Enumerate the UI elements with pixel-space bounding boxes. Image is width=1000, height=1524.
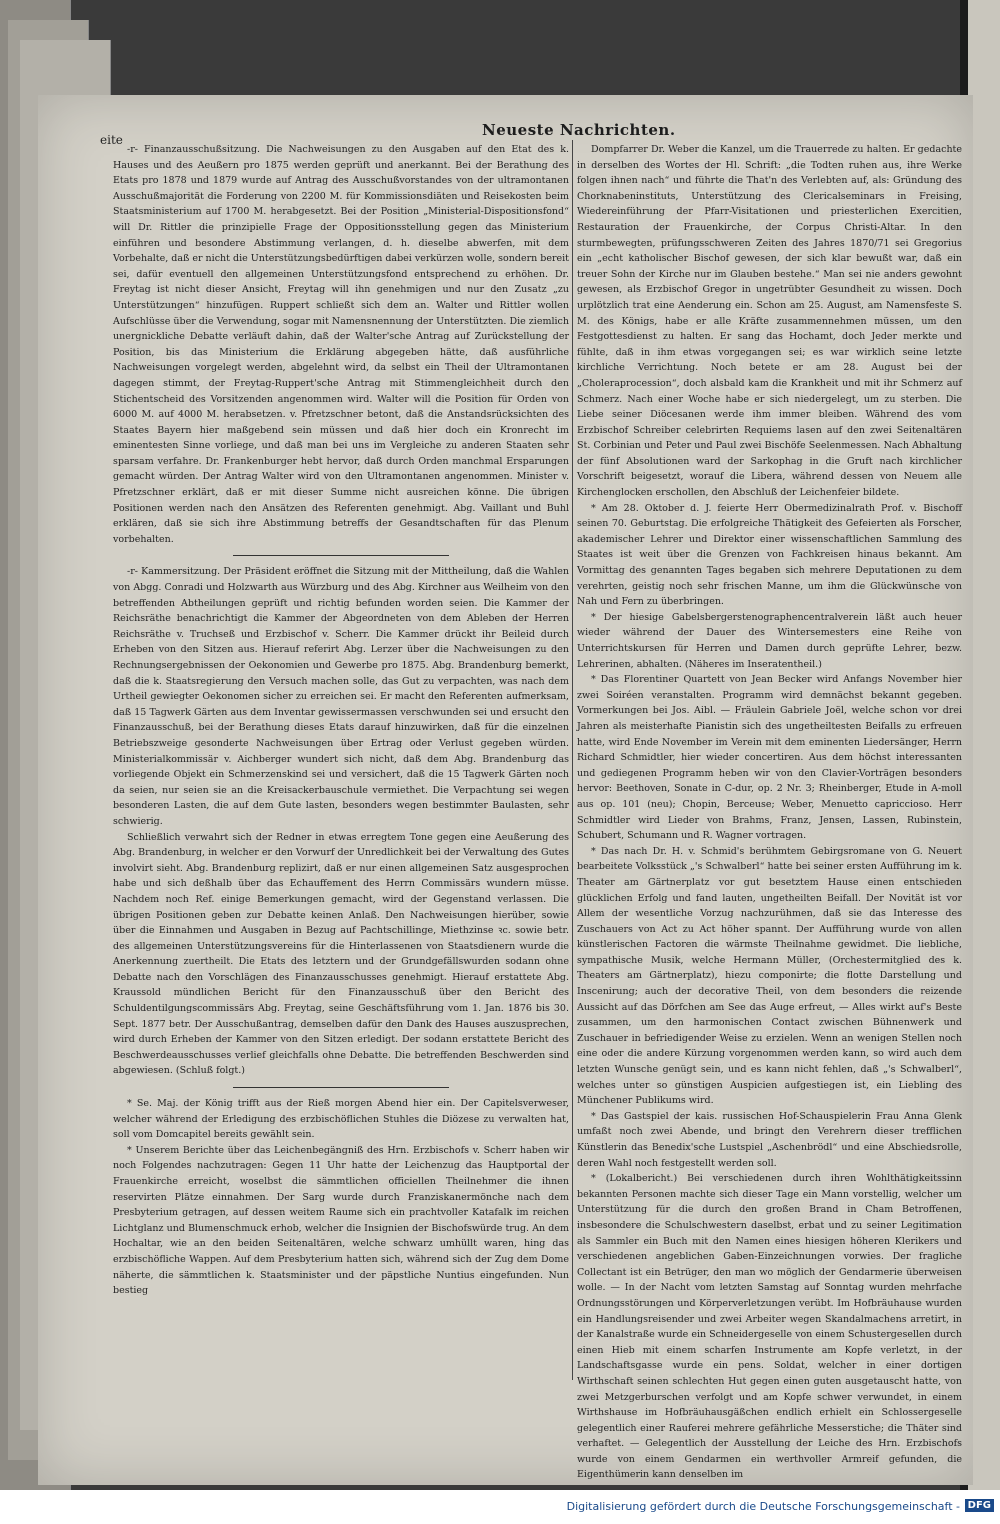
footer-credit[interactable]: Digitalisierung gefördert durch die Deutsche Forschungsgemeinschaft - xyxy=(566,1500,960,1513)
section-divider xyxy=(233,555,449,556)
left-column xyxy=(113,142,569,1377)
article-kammersitzung-cont: Schließlich verwahrt sich der Redner in etwas erregtem Tone gegen eine Aeußerung des Abg. Brandenburg, in welcher er den Vorwurf der Unredlichkeit bei der Verwaltung des Gutes involvirt sieht. Abg. Brandenburg replizirt, daß er nur einen allgemeinen Satz ausgesprochen habe und sich deßhalb über das Echauffement des Herrn Commissärs wundern müsse. Nachdem noch Ref. einige Bemerkungen gemacht, wird der Gegenstand verlassen. Die übrigen Positionen geben zur Debatte keinen Anlaß. Den Nachweisungen hierüber, sowie über die Einnahmen und Ausgaben in Bezug auf Pachtschillinge, Miethzinse ꝛc. sowie betr. des allgemeinen Unterstützungsvereins für die Hinterlassenen von Staatsdienern wurde die Anerkennung zuertheilt. Die Etats des letztern und der Grundgefällswurden sodann ohne Debatte nach den Vorschlägen des Finanzausschusses genehmigt. Hierauf erstattete Abg. Kraussold mündlichen Bericht für den Finanzausschuß über den Bericht des Schuldentilgungscommissärs Abg. Freytag, seine Geschäftsführung vom 1. Jan. 1876 bis 30. Sept. 1877 betr. Der Ausschußantrag, demselben dafür den Dank des Hauses auszusprechen, wird durch Erheben der Kammer von den Sitzen erledigt. Der sodann erstattete Bericht des Beschwerdeausschusses verlief gleichfalls ohne Debatte. Die betreffenden Beschwerden sind abgewiesen. (Schluß folgt.) xyxy=(113,831,569,1077)
page-label: eite xyxy=(100,133,123,147)
news-item-leichenbegaengnis: * Unserem Berichte über das Leichenbegängniß des Hrn. Erzbischofs v. Scherr haben wir noch Folgendes nachzutragen: Gegen 11 Uhr hatte der Leichenzug das Hauptportal der Frauenkirche erreicht, woselbst die sämmtlichen officiellen Theilnehmer die ihnen reservirten Plätze einnahmen. Der Sarg wurde durch Franziskanermönche nach dem Presbyterium getragen, auf dessen weitem Raume sich ein prachtvoller Katafalk im reichen Lichtglanz und Blumenschmuck erhob, welcher die Insignien der Bischofswürde trug. An dem Hochaltar, wie an den beiden Seitenaltären, welche schwarz umhüllt waren, hing das erzbischöfliche Wappen. Auf dem Presbyterium hatten sich, während sich der Zug dem Dome näherte, die sämmtlichen k. Staatsminister und der päpstliche Nuntius eingefunden. Nun bestieg xyxy=(113,1144,569,1297)
section-divider xyxy=(233,1087,449,1088)
masthead-title: Neueste Nachrichten. xyxy=(482,121,676,139)
news-item-lokalbericht: * (Lokalbericht.) Bei verschiedenen durch ihren Wohlthätigkeitssinn bekannten Personen machte sich dieser Tage ein Mann vorstellig, welcher um Unterstützung für die durch den großen Brand in Cham Betroffenen, insbesondere die Schulschwestern daselbst, erbat und zu seiner Legitimation als Sammler ein Buch mit den Namen eines hiesigen höheren Klerikers und verschiedenen angeblichen Gaben-Einzeichnungen vorwies. Der fragliche Collectant ist ein Betrüger, den man wo möglich der Gendarmerie überweisen wolle. — In der Nacht vom letzten Samstag auf Sonntag wurden mehrfache Ordnungsstörungen und Körperverletzungen verübt. Im Hofbräuhause wurden ein Handlungsreisender und zwei Arbeiter wegen Skandalmachens arretirt, in der Kanalstraße wurde ein Schneidergeselle von einem Schustergesellen durch einen Hieb mit einem scharfen Instrumente am Kopfe verletzt, in der Landschaftsgasse wurde ein pens. Soldat, welcher in einer dortigen Wirthschaft seinen schlechten Hut gegen einen guten ausgetauscht hatte, von zwei Metzgerburschen verfolgt und am Kopfe schwer verwundet, in einem Wirthshause im Hofbräuhausgäßchen endlich erhielt ein Schlossergeselle gelegentlich einer Rauferei mehrere gefährliche Messerstiche; die Thäter sind verhaftet. — Gelegentlich der Ausstellung der Leiche des Hrn. Erzbischofs wurde von einem Gendarmen ein werthvoller Armreif gefunden, die Eigenthümerin kann denselben im xyxy=(577,1173,962,1481)
column-divider xyxy=(572,140,573,1380)
dfg-logo-icon[interactable]: DFG xyxy=(965,1499,994,1512)
news-item-schwalberl: * Das nach Dr. H. v. Schmid's berühmtem Gebirgsromane von G. Neuert bearbeitete Volksstück „'s Schwalberl“ hatte bei seiner ersten Aufführung im k. Theater am Gärtnerplatz vor gut besetztem Hause einen entschieden glücklichen Erfolg und fand lauten, ungetheilten Beifall. Der Novität ist vor Allem der wesentliche Vorzug nachzurühmen, daß sie das Interesse des Zuschauers von Act zu Act höher spannt. Der Aufführung wurde von allen künstlerischen Factoren die wärmste Theilnahme gewidmet. Die liebliche, sympathische Musik, welche Hermann Müller, (Orchestermitglied des k. Theaters am Gärtnerplatz), hiezu componirte; die flotte Darstellung und Inscenirung; auch der decorative Theil, von dem besonders die reizende Aussicht auf das Dörfchen am See das Auge erfreut, — Alles wirkt auf's Beste zusammen, um den harmonischen Contact zwischen Bühnenwerk und Zuschauer in befriedigender Weise zu erzielen. Wenn an wenigen Stellen noch eine oder die andere Kürzung vorgenommen werden kann, so wird auch dem letzten Wunsche genügt sein, und es kann nicht fehlen, daß „'s Schwalberl“, welches unter so günstigen Auspicien aufgestiegen ist, ein Liebling des Münchener Publikums wird. xyxy=(577,845,962,1107)
news-item-trauerrede: Dompfarrer Dr. Weber die Kanzel, um die Trauerrede zu halten. Er gedachte in derselben des Wortes der Hl. Schrift: „die Todten ruhen aus, ihre Werke folgen ihnen nach“ und führte die That'n des Verlebten auf, als: Gründung des Chorknabeninstituts, Unterstützung des Clericalseminars in Freising, Wiedereinführung der Pfarr-Visitationen und priesterlichen Exercitien, Restauration der Frauenkirche, der Corpus Christi-Altar. In den sturmbewegten, prüfungsschweren Zeiten des Jahres 1870/71 sei Gregorius ein „echt katholischer Bischof gewesen, der sich klar bewußt war, daß ein treuer Sohn der Kirche nur im Glauben bestehe.“ Man sei nie anders gewohnt gewesen, als Erzbischof Gregor in ungetrübter Gesundheit zu wissen. Doch urplötzlich trat eine Aenderung ein. Schon am 25. August, am Namensfeste S. M. des Königs, habe er alle Kräfte zusammennehmen müssen, um den Festgottesdienst zu halten. Er sang das Hochamt, doch Jeder merkte und fühlte, daß in ihm etwas vorgegangen sei; es war wirklich seine letzte kirchliche Verrichtung. Noch betete er am 28. August bei der „Choleraprocession“, doch alsbald kam die Krankheit und mit ihr Schmerz auf Schmerz. Nach einer Woche habe er sich niedergelegt, um zu sterben. Die Liebe seiner Diöcesanen werde ihm immer bleiben. Während des vom Erzbischof Schreiber celebrirten Requiems lasen auf den zwei Seitenaltären St. Corbinian und Peter und Paul zwei Bischöfe Seelenmessen. Nach Abhaltung der fünf Absolutionen ward der Sarkophag in die Gruft nach kirchlicher Vorschrift beigesetzt, worauf die Libera, während dessen von Neuem alle Kirchenglocken erschollen, den Abschluß der Leichenfeier bildete. xyxy=(577,144,962,499)
news-item-bischoff: * Am 28. Oktober d. J. feierte Herr Obermedizinalrath Prof. v. Bischoff seinen 70. Geburtstag. Die erfolgreiche Thätigkeit des Gefeierten als Forscher, akademischer Lehrer und Direktor einer wissenschaftlichen Sammlung des Staates ist weit über die Grenzen von Fachkreisen hinaus bekannt. Am Vormittag des genannten Tages begaben sich mehrere Deputationen zu dem verehrten, geistig noch sehr frischen Manne, um ihm die Glückwünsche von Nah und Fern zu überbringen. xyxy=(577,502,962,608)
news-item-quartett: * Das Florentiner Quartett von Jean Becker wird Anfangs November hier zwei Soiréen veranstalten. Programm wird demnächst bekannt gegeben. Vormerkungen bei Jos. Aibl. — Fräulein Gabriele Joël, welche schon vor drei Jahren als meisterhafte Pianistin sich des ungetheiltesten Beifalls zu erfreuen hatte, wird Ende November im Verein mit dem eminenten Liedersänger, Herrn Richard Schmidtler, hier wieder concertiren. Aus dem höchst interessanten und gediegenen Programm heben wir von den Clavier-Vorträgen besonders hervor: Beethoven, Sonate in C-dur, op. 2 Nr. 3; Rheinberger, Etude in A-moll aus op. 101 (neu); Chopin, Berceuse; Weber, Menuetto capriccioso. Herr Schmidtler wird Lieder von Brahms, Franz, Jensen, Lassen, Rubinstein, Schubert, Schumann und R. Wagner vortragen. xyxy=(577,674,962,842)
footer-bar xyxy=(0,1490,1000,1524)
news-item-gastspiel: * Das Gastspiel der kais. russischen Hof-Schauspielerin Frau Anna Glenk umfaßt noch zwei Abende, und bringt den Verehrern dieser trefflichen Künstlerin das Benedix'sche Lustspiel „Aschenbrödl“ und eine Abschiedsrolle, deren Wahl noch festgestellt werden soll. xyxy=(577,1110,962,1169)
news-item-stenographen: * Der hiesige Gabelsbergerstenographencentralverein läßt auch heuer wieder während der Dauer des Wintersemesters eine Reihe von Unterrichtskursen für Herren und Damen durch geprüfte Lehrer, bezw. Lehrerinen, abhalten. (Näheres im Inseratentheil.) xyxy=(577,611,962,670)
article-kammersitzung: -r- Kammersitzung. Der Präsident eröffnet die Sitzung mit der Mittheilung, daß die Wahlen von Abgg. Conradi und Holzwarth aus Würzburg und des Abg. Kirchner aus Weilheim von den betreffenden Abtheilungen geprüft und richtig befunden worden seien. Die Kammer der Reichsräthe benachrichtigt die Kammer der Abgeordneten von dem Ableben der Herren Reichsräthe v. Truchseß und Erzbischof v. Scherr. Die Kammer drückt ihr Beileid durch Erheben von den Sitzen aus. Hierauf referirt Abg. Lerzer über die Nachweisungen zu den Rechnungsergebnissen der Oekonomien und Gewerbe pro 1875. Abg. Brandenburg bemerkt, daß die k. Staatsregierung den Versuch machen solle, das Gut zu verpachten, was nach dem Urtheil gewiegter Oekonomen sicher zu erreichen sei. Er macht den Referenten aufmerksam, daß 15 Tagwerk Gärten aus dem Inventar gewissermassen verschwunden sei und ersucht den Finanzausschuß, bei der Berathung dieses Etats darauf hinzuwirken, daß für die einzelnen Betriebszweige gesonderte Nachweisungen über Ertrag oder Verlust gegeben würden. Ministerialkommissär v. Aichberger wundert sich nicht, daß dem Abg. Brandenburg das vorliegende Objekt ein Schmerzenskind sei und versichert, daß die 15 Tagwerk Gärten noch da seien, nur seien sie an die Kreisackerbauschule vermiethet. Die Verpachtung sei wegen besonderen Lasten, die auf dem Gute lasten, besonders wegen bestimmter Baulasten, sehr schwierig. xyxy=(113,566,569,827)
news-item-koenig: * Se. Maj. der König trifft aus der Rieß morgen Abend hier ein. Der Capitelsverweser, welcher während der Erledigung des erzbischöflichen Stuhles die Diözese zu verwalten hat, soll vom Domcapitel bereits gewählt sein. xyxy=(113,1098,569,1141)
right-column xyxy=(577,142,962,1481)
article-finanzausschuss: -r- Finanzausschußsitzung. Die Nachweisungen zu den Ausgaben auf den Etat des k. Hauses und des Aeußern pro 1875 werden geprüft und anerkannt. Bei der Berathung des Etats pro 1878 und 1879 wurde auf Antrag des Ausschußvorstandes von der ultramontanen Ausschußmajorität die Forderung von 2200 M. für Kommissionsdiäten und Reisekosten beim Staatsministerium auf 1700 M. herabgesetzt. Bei der Position „Ministerial-Dispositionsfond“ will Dr. Rittler die prinzipielle Frage der Oppositionsstellung gegen das Ministerium einführen und besondere Abstimmung verlangen, d. h. dieselbe abwerfen, mit dem Vorbehalte, daß er nicht die Unterstützungsbedürftigen dabei verkürzen wolle, sondern bereit sei, dafür eventuell den allgemeinen Unterstützungsfond entsprechend zu erhöhen. Dr. Freytag ist nicht dieser Ansicht, Freytag will ihn genehmigen und nur den Zusatz „zu Unterstützungen“ hinzufügen. Ruppert schließt sich dem an. Walter und Rittler wollen Aufschlüsse über die Verwendung, sogar mit Namensnennung der Unterstützten. Die ziemlich unergnickliche Debatte verläuft dahin, daß der Walter'sche Antrag auf Zurückstellung der Position, bis das Ministerium die Erklärung abgegeben hätte, daß ausführliche Nachweisungen vorgelegt werden, abgelehnt wird, da selbst ein Theil der Ultramontanen dagegen stimmt, der Freytag-Ruppert'sche Antrag mit Stimmengleichheit durch den Stichentscheid des Vorsitzenden angenommen wird. Walter will die Position für Orden von 6000 M. auf 4000 M. herabsetzen. v. Pfretzschner betont, daß die Anstandsrücksichten des Staates Bayern hier maßgebend sein müssen und daß hier doch ein Kronrecht im eminentesten Sinne vorliege, und daß man bei uns im Vergleiche zu anderen Staaten sehr sparsam verfahre. Dr. Frankenburger hebt hervor, daß durch Orden manchmal Ersparungen gemacht würden. Der Antrag Walter wird von den Ultramontanen angenommen. Minister v. Pfretzschner erklärt, daß er mit dieser Summe nicht ausreichen könne. Die übrigen Positionen werden nach den Ansätzen des Referenten genehmigt. Abg. Vaillant und Buhl erklären, daß sie sich ihre Abstimmung betreffs der Gesandtschaften für das Plenum vorbehalten. xyxy=(113,144,569,545)
